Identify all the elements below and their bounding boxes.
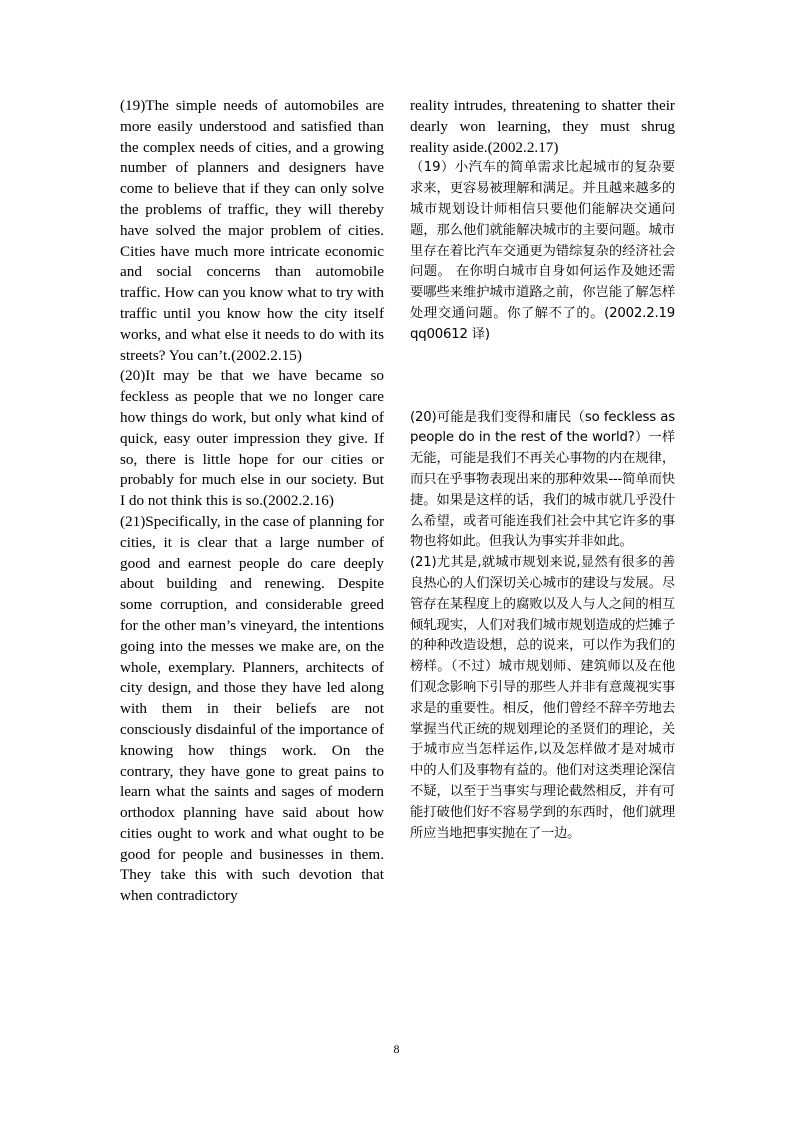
chinese-column	[410, 96, 675, 844]
paragraph-20-en: (20)It may be that we have became so feckless as people that we no longer care how things do work, but only what kind of quick, easy outer impression they give. If so, there is little hope for our cities or probably for much else in our society. But I do not think this is so.(2002.2.16)	[120, 367, 384, 510]
english-column	[120, 96, 384, 907]
paragraph-19-en: (19)The simple needs of automobiles are more easily understood and satisfied than the complex needs of cities, and a growing number of planners and designers have come to believe that if they can only solve the problems of traffic, they will thereby have solved the major problem of cities. Cities have much more intricate economic and social concerns than automobile traffic. How can you know what to try with traffic until you know how the city itself works, and what else it needs to do with its streets? You can’t.(2002.2.15)	[120, 97, 384, 364]
paragraph-20-zh: (20)可能是我们变得和庸民（so feckless as people do in the rest of the world?）一样无能，可能是我们不再关心事物的内在规律，而只在乎事物表现出来的那种效果---简单而快捷。如果是这样的话，我们的城市就几乎没什么希望，或者可能连我们社会中其它许多的事物也将如此。但我认为事实并非如此。	[410, 409, 675, 550]
paragraph-21-zh: (21)尤其是,就城市规划来说,显然有很多的善良热心的人们深切关心城市的建设与发展。尽管存在某程度上的腐败以及人与人之间的相互倾轧现实，人们对我们城市规划造成的烂摊子的种种改造设想，总的说来，可以作为我们的榜样。（不过）城市规划师、建筑师以及在他们观念影响下引导的那些人并非有意蔑视实事求是的重要性。相反，他们曾经不辞辛劳地去掌握当代正统的规划理论的圣贤们的理论，关于城市应当怎样运作,以及怎样做才是对城市中的人们及事物有益的。他们对这类理论深信不疑，以至于当事实与理论截然相反，并有可能打破他们好不容易学到的东西时，他们就理所应当地把事实抛在了一边。	[410, 555, 675, 841]
paragraph-21-en-continuation: reality intrudes, threatening to shatter their dearly won learning, they must shrug reality aside.(2002.2.17)	[410, 97, 675, 156]
column-gap	[410, 346, 675, 408]
paragraph-21-en: (21)Specifically, in the case of planning for cities, it is clear that a large number of good and earnest people do care deeply about building and renewing. Despite some corruption, and considerable greed for the other man’s vineyard, the intentions going into the messes we make are, on the whole, exemplary. Planners, architects of city design, and those they have led along with them in their beliefs are not consciously disdainful of the importance of knowing how things work. On the contrary, they have gone to great pains to learn what the saints and sages of modern orthodox planning have said about how cities ought to work and what ought to be good for people and businesses in them. They take this with such devotion that when contradictory	[120, 512, 384, 905]
page-number: 8	[393, 1042, 400, 1056]
paragraph-19-zh: （19）小汽车的简单需求比起城市的复杂要求来，更容易被理解和满足。并且越来越多的城市规划设计师相信只要他们能解决交通问题，那么他们就能解决城市的主要问题。城市里存在着比汽车交通更为错综复杂的经济社会问题。 在你明白城市自身如何运作及她还需要哪些来维护城市道路之前，你岂能了解怎样处理交通问题。你了解不了的。(2002.2.19 qq00612 译)	[410, 160, 675, 342]
